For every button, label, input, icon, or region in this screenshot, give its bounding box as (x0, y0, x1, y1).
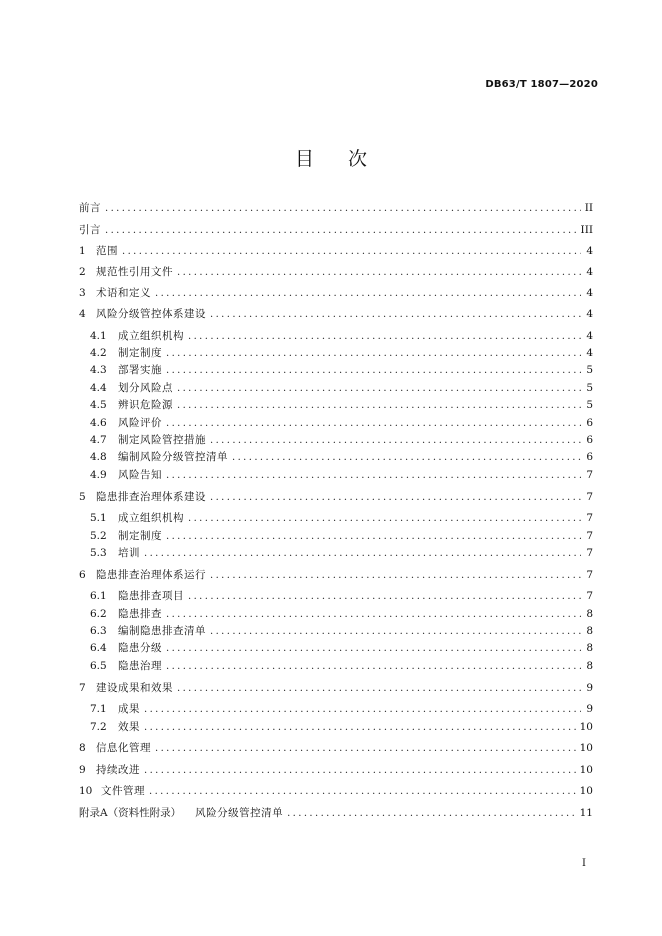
toc-leader-dots (166, 659, 581, 675)
toc-leader-dots (210, 307, 581, 323)
toc-entry-number: 4.6 (90, 417, 107, 429)
toc-entry-page: 9 (586, 682, 593, 694)
toc-entry-page: 6 (586, 417, 593, 429)
toc-entry-number: 5 (79, 491, 86, 503)
toc-entry-page: 7 (586, 547, 593, 559)
toc-entry[interactable] (90, 449, 593, 465)
toc-entry[interactable] (90, 701, 593, 717)
toc-entry[interactable] (90, 658, 593, 674)
toc-entry-number: 4.1 (90, 330, 107, 342)
toc-leader-dots (144, 702, 581, 718)
toc-entry-number: 8 (79, 742, 86, 754)
toc-leader-dots (166, 416, 581, 432)
toc-entry[interactable] (79, 489, 593, 505)
toc-entry[interactable] (79, 783, 593, 799)
toc-entry-number: 7 (79, 682, 86, 694)
toc-entry-label: 文件管理 (101, 785, 145, 797)
toc-entry-label: 效果 (118, 721, 140, 733)
toc-entry-number: 5.3 (90, 547, 107, 559)
toc-entry[interactable] (79, 740, 593, 756)
toc-title-char-2: 次 (348, 148, 368, 170)
toc-entry-page: 5 (586, 364, 593, 376)
toc-leader-dots (210, 624, 581, 640)
toc-entry-page: 10 (579, 785, 593, 797)
toc-entry-page: 8 (586, 660, 593, 672)
toc-entry[interactable] (90, 719, 593, 735)
toc-leader-dots (177, 265, 581, 281)
toc-entry-page: 10 (579, 742, 593, 754)
toc-entry-label: 隐患排查治理体系运行 (96, 569, 206, 581)
toc-entry-page: 11 (579, 807, 593, 819)
toc-entry-number: 7.1 (90, 703, 107, 715)
toc-leader-dots (177, 398, 581, 414)
toc-entry-page: 4 (586, 287, 593, 299)
toc-leader-dots (149, 784, 576, 800)
toc-entry[interactable] (79, 222, 593, 238)
toc-entry[interactable] (90, 328, 593, 344)
toc-entry-page: 4 (586, 308, 593, 320)
toc-entry-label: 编制隐患排查清单 (118, 625, 206, 637)
toc-leader-dots (166, 346, 581, 362)
toc-entry-number: 4.3 (90, 364, 107, 376)
toc-title-char-1: 目 (294, 148, 314, 170)
toc-entry[interactable] (90, 432, 593, 448)
toc-entry-page: 6 (586, 451, 593, 463)
toc-entry-number: 2 (79, 266, 86, 278)
toc-leader-dots (144, 720, 576, 736)
toc-leader-dots (144, 546, 581, 562)
toc-entry-page: 9 (586, 703, 593, 715)
toc-entry-label: 培训 (118, 547, 140, 559)
toc-leader-dots (188, 589, 581, 605)
toc-entry-number: 4.5 (90, 399, 107, 411)
toc-entry-label: 制定制度 (118, 347, 162, 359)
toc-leader-dots (177, 381, 581, 397)
toc-entry-page: II (584, 202, 593, 214)
toc-entry-label: 隐患排查治理体系建设 (96, 491, 206, 503)
toc-entry-page: 7 (586, 469, 593, 481)
toc-entry[interactable] (90, 362, 593, 378)
toc-entry-number: 4.4 (90, 382, 107, 394)
toc-entry-page: III (580, 224, 593, 236)
toc-entry-page: 7 (586, 590, 593, 602)
toc-entry[interactable] (79, 680, 593, 696)
toc-entry-label: 制定制度 (118, 530, 162, 542)
toc-entry[interactable] (79, 805, 593, 821)
toc-entry-number: 4.8 (90, 451, 107, 463)
toc-entry-number: 4.2 (90, 347, 107, 359)
toc-entry-label: 部署实施 (118, 364, 162, 376)
toc-leader-dots (166, 529, 581, 545)
toc-entry[interactable] (79, 285, 593, 301)
toc-entry-label: 成立组织机构 (118, 512, 184, 524)
toc-entry-label: 持续改进 (96, 764, 140, 776)
toc-entry-page: 7 (586, 491, 593, 503)
toc-leader-dots (155, 741, 576, 757)
document-code: DB63/T 1807—2020 (485, 79, 598, 90)
toc-entry-number: 6.1 (90, 590, 107, 602)
toc-entry-page: 7 (586, 530, 593, 542)
toc-entry-label: 风险分级管控清单 (195, 807, 284, 819)
toc-entry-label: 编制风险分级管控清单 (118, 451, 228, 463)
toc-entry[interactable] (90, 606, 593, 622)
toc-entry-page: 7 (586, 512, 593, 524)
toc-leader-dots (210, 568, 581, 584)
toc-entry-number: 9 (79, 764, 86, 776)
toc-entry-label: 制定风险管控措施 (118, 434, 206, 446)
toc-entry-number: 3 (79, 287, 86, 299)
toc-entry-page: 7 (586, 569, 593, 581)
toc-entry-page: 5 (586, 382, 593, 394)
toc-entry[interactable] (90, 588, 593, 604)
toc-entry-label: 隐患排查 (118, 608, 162, 620)
toc-leader-dots (177, 681, 581, 697)
toc-entry-number: 附录A（资料性附录） (79, 807, 182, 819)
toc-entry[interactable] (90, 380, 593, 396)
toc-entry-number: 1 (79, 245, 86, 257)
toc-entry-page: 4 (586, 245, 593, 257)
toc-entry-label: 辨识危险源 (118, 399, 173, 411)
toc-leader-dots (155, 286, 581, 302)
toc-entry-label: 范围 (96, 245, 118, 257)
toc-entry-number: 6.4 (90, 642, 107, 654)
toc-entry-number: 5.2 (90, 530, 107, 542)
toc-entry-number: 6.5 (90, 660, 107, 672)
toc-entry-label: 风险分级管控体系建设 (96, 308, 206, 320)
toc-entry[interactable] (90, 528, 593, 544)
toc-leader-dots (188, 329, 581, 345)
toc-entry[interactable] (79, 567, 593, 583)
toc-entry-page: 4 (586, 347, 593, 359)
toc-leader-dots (166, 607, 581, 623)
toc-entry-label: 前言 (79, 202, 101, 214)
toc-entry[interactable] (79, 306, 593, 322)
toc-entry-page: 4 (586, 330, 593, 342)
toc-entry-number: 4.9 (90, 469, 107, 481)
toc-entry-label: 风险告知 (118, 469, 162, 481)
toc-leader-dots (166, 468, 581, 484)
toc-entry[interactable] (90, 415, 593, 431)
toc-entry-number: 4.7 (90, 434, 107, 446)
toc-leader-dots (122, 244, 581, 260)
toc-entry[interactable] (90, 397, 593, 413)
toc-leader-dots (232, 450, 581, 466)
toc-leader-dots (166, 363, 581, 379)
toc-entry[interactable] (90, 510, 593, 526)
toc-leader-dots (188, 511, 581, 527)
toc-leader-dots (287, 806, 576, 822)
toc-entry[interactable] (79, 762, 593, 778)
toc-leader-dots (105, 201, 581, 217)
toc-entry-label: 风险评价 (118, 417, 162, 429)
toc-entry[interactable] (90, 345, 593, 361)
toc-entry-page: 8 (586, 608, 593, 620)
toc-entry-label: 隐患排查项目 (118, 590, 184, 602)
toc-entry-number: 7.2 (90, 721, 107, 733)
toc-entry-page: 5 (586, 399, 593, 411)
toc-entry-number: 5.1 (90, 512, 107, 524)
toc-entry-page: 8 (586, 642, 593, 654)
toc-entry[interactable] (90, 467, 593, 483)
toc-entry-number: 4 (79, 308, 86, 320)
toc-entry-number: 6.3 (90, 625, 107, 637)
toc-entry[interactable] (90, 640, 593, 656)
toc-entry-label: 划分风险点 (118, 382, 173, 394)
toc-leader-dots (210, 490, 581, 506)
toc-entry-label: 信息化管理 (96, 742, 151, 754)
toc-entry-page: 10 (579, 764, 593, 776)
toc-entry-label: 成立组织机构 (118, 330, 184, 342)
toc-entry-label: 隐患治理 (118, 660, 162, 672)
toc-leader-dots (210, 433, 581, 449)
toc-entry-label: 引言 (79, 224, 101, 236)
toc-entry-label: 规范性引用文件 (96, 266, 173, 278)
toc-entry-page: 10 (579, 721, 593, 733)
toc-entry-label: 隐患分级 (118, 642, 162, 654)
toc-entry-number: 10 (79, 785, 93, 797)
toc-entry[interactable] (79, 200, 593, 216)
toc-leader-dots (166, 641, 581, 657)
toc-entry-label: 成果 (118, 703, 140, 715)
toc-entry-label: 建设成果和效果 (96, 682, 173, 694)
toc-entry[interactable] (79, 264, 593, 280)
toc-leader-dots (144, 763, 576, 779)
toc-entry-page: 4 (586, 266, 593, 278)
page-number: I (582, 858, 586, 869)
toc-entry-label: 术语和定义 (96, 287, 151, 299)
toc-entry-number: 6.2 (90, 608, 107, 620)
toc-entry-page: 8 (586, 625, 593, 637)
toc-leader-dots (105, 223, 577, 239)
toc-entry[interactable] (79, 243, 593, 259)
toc-entry[interactable] (90, 623, 593, 639)
toc-entry-number: 6 (79, 569, 86, 581)
toc-entry[interactable] (90, 545, 593, 561)
toc-entry-page: 6 (586, 434, 593, 446)
